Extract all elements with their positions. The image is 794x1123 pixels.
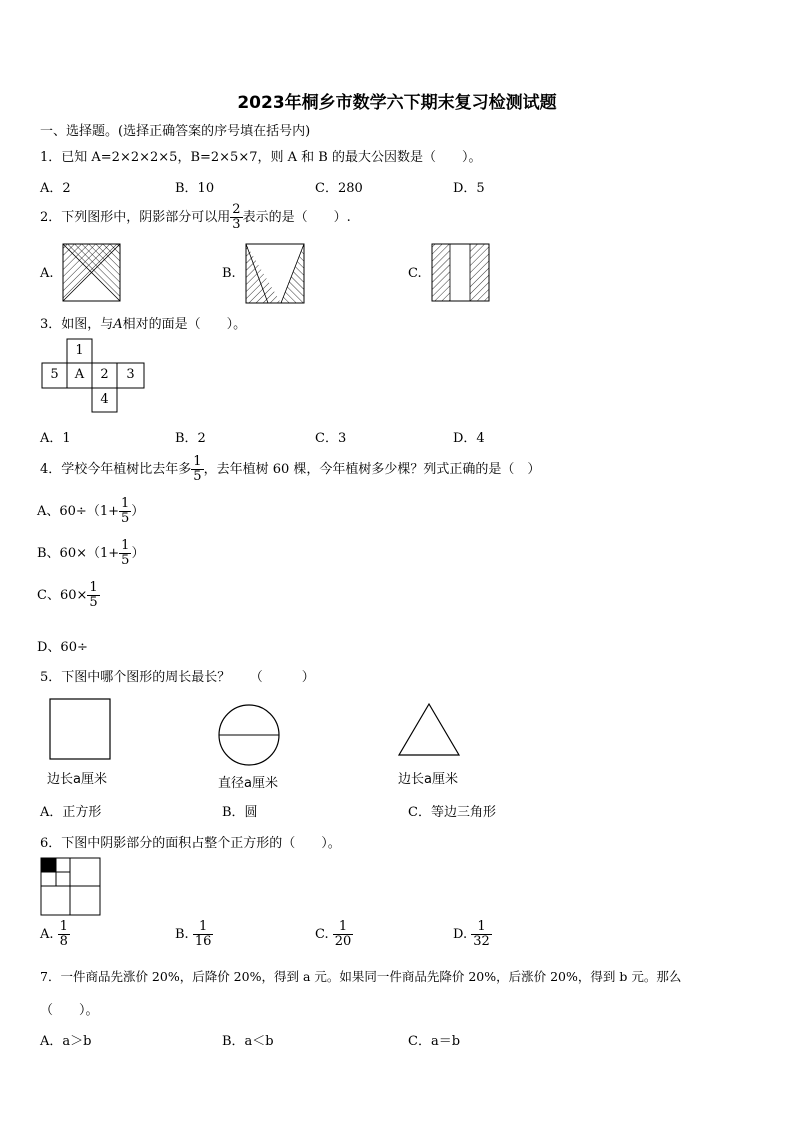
section-heading: 一、选择题。(选择正确答案的序号填在括号内)	[40, 124, 311, 139]
q4-stem-before: 4．学校今年植树比去年多	[40, 462, 192, 477]
q3-stem-after: 相对的面是（ ）。	[122, 317, 247, 332]
q4-b-fraction	[119, 539, 131, 568]
q2-figure-a	[63, 244, 120, 301]
q4-c-before: C、60×	[37, 588, 88, 603]
q4-b-num: 1	[121, 538, 130, 553]
q3-option-a[interactable]: A．1	[40, 431, 71, 446]
q6-c-label: C.	[315, 927, 329, 942]
q5-circle	[219, 705, 279, 765]
q6-square-figure	[41, 858, 100, 915]
q5-caption-circle: 直径a厘米	[218, 776, 278, 791]
q7-stem-line1: 7．一件商品先涨价 20%，后降价 20%，得到 a 元。如果同一件商品先降价 20%，后涨价 20%，得到 b 元。那么	[40, 969, 682, 984]
q6-option-a[interactable]	[40, 920, 70, 949]
q4-c-fraction	[87, 581, 99, 610]
q6-a-fraction	[58, 920, 70, 949]
q7-option-b[interactable]: B．a＜b	[222, 1034, 274, 1049]
q1-option-c[interactable]: C．280	[315, 181, 363, 196]
q4-b-before: B、60×（1+	[37, 546, 120, 561]
q3-option-d[interactable]: D．4	[453, 431, 485, 446]
q4-c-den: 5	[89, 595, 98, 610]
q1-option-a[interactable]: A．2	[40, 181, 71, 196]
q2-stem-after: 表示的是（ ）.	[242, 210, 351, 225]
q6-stem: 6．下图中阴影部分的面积占整个正方形的（ ）。	[40, 836, 341, 851]
q6-a-label: A.	[40, 927, 54, 942]
q1-option-b[interactable]: B．10	[175, 181, 215, 196]
q5-stem: 5．下图中哪个图形的周长最长？ （ ）	[40, 670, 315, 685]
q4-a-before: A、60÷（1+	[37, 504, 119, 519]
q1-stem: 1．已知 A=2×2×2×5，B=2×5×7，则 A 和 B 的最大公因数是（ ）。	[40, 150, 482, 165]
q4-frac-num: 1	[193, 454, 202, 469]
q2-figure-b	[246, 244, 304, 303]
q6-b-den: 16	[194, 934, 212, 949]
q3-stem-before: 3．如图，与	[40, 317, 114, 332]
q4-a-after: ）	[131, 504, 145, 519]
q4-c-num: 1	[89, 580, 98, 595]
q4-b-den: 5	[121, 553, 130, 568]
q4-option-b[interactable]	[37, 539, 144, 568]
q3-option-c[interactable]: C．3	[315, 431, 347, 446]
q6-d-den: 32	[473, 934, 490, 949]
q4-a-fraction	[119, 497, 131, 526]
q6-b-num: 1	[193, 920, 214, 935]
net-face-bottom: 4	[100, 392, 109, 407]
q5-caption-triangle: 边长a厘米	[398, 772, 458, 787]
q4-stem-after: ，去年植树 60 棵，今年植树多少棵？列式正确的是（ ）	[203, 462, 541, 477]
q6-d-num: 1	[471, 920, 492, 935]
q1-option-d[interactable]: D．5	[453, 181, 485, 196]
q2-option-b[interactable]: B.	[222, 266, 236, 281]
q6-d-label: D.	[453, 927, 468, 942]
q2-frac-den: 3	[232, 217, 241, 232]
q5-option-c[interactable]: C．等边三角形	[408, 805, 496, 820]
q4-frac-den: 5	[193, 469, 202, 484]
q3-stem	[40, 313, 246, 332]
q5-caption-square: 边长a厘米	[47, 772, 107, 787]
q3-stem-var: A	[113, 317, 123, 332]
q6-b-label: B.	[175, 927, 189, 942]
q4-fraction	[191, 455, 203, 484]
q4-stem	[40, 455, 540, 484]
q4-a-den: 5	[121, 511, 130, 526]
page-title: 2023年桐乡市数学六下期末复习检测试题	[237, 93, 557, 113]
q6-c-den: 20	[334, 934, 352, 949]
q4-option-a[interactable]	[37, 497, 144, 526]
q6-d-fraction	[471, 920, 492, 949]
q6-b-fraction	[193, 920, 214, 949]
net-face-4: 3	[126, 367, 135, 382]
q6-c-num: 1	[333, 920, 354, 935]
q2-option-c[interactable]: C.	[408, 266, 422, 281]
q7-option-c[interactable]: C．a＝b	[408, 1034, 461, 1049]
q2-frac-num: 2	[232, 202, 241, 217]
q6-option-b[interactable]	[175, 920, 213, 949]
q3-option-b[interactable]: B．2	[175, 431, 206, 446]
net-face-top: 1	[75, 343, 84, 358]
q7-stem-line2: （ ）。	[40, 1003, 99, 1018]
q6-option-c[interactable]	[315, 920, 353, 949]
q5-triangle	[399, 704, 459, 755]
q2-figure-c	[432, 244, 489, 301]
q5-square	[50, 699, 110, 759]
q6-a-num: 1	[59, 919, 68, 934]
net-face-2: A	[74, 367, 85, 382]
q4-a-num: 1	[121, 496, 130, 511]
net-face-1: 5	[50, 367, 59, 382]
q2-option-a[interactable]: A.	[40, 266, 54, 281]
q4-option-d[interactable]: D、60÷	[37, 640, 88, 655]
q5-option-a[interactable]: A．正方形	[40, 805, 102, 820]
q2-stem-before: 2．下列图形中，阴影部分可以用	[40, 210, 231, 225]
q4-option-c[interactable]	[37, 581, 100, 610]
q4-b-after: ）	[131, 546, 145, 561]
q6-c-fraction	[333, 920, 354, 949]
net-face-3: 2	[100, 367, 109, 382]
q7-option-a[interactable]: A．a＞b	[40, 1034, 92, 1049]
q6-a-den: 8	[59, 934, 68, 949]
q5-option-b[interactable]: B．圆	[222, 805, 258, 820]
q6-option-d[interactable]	[453, 920, 492, 949]
